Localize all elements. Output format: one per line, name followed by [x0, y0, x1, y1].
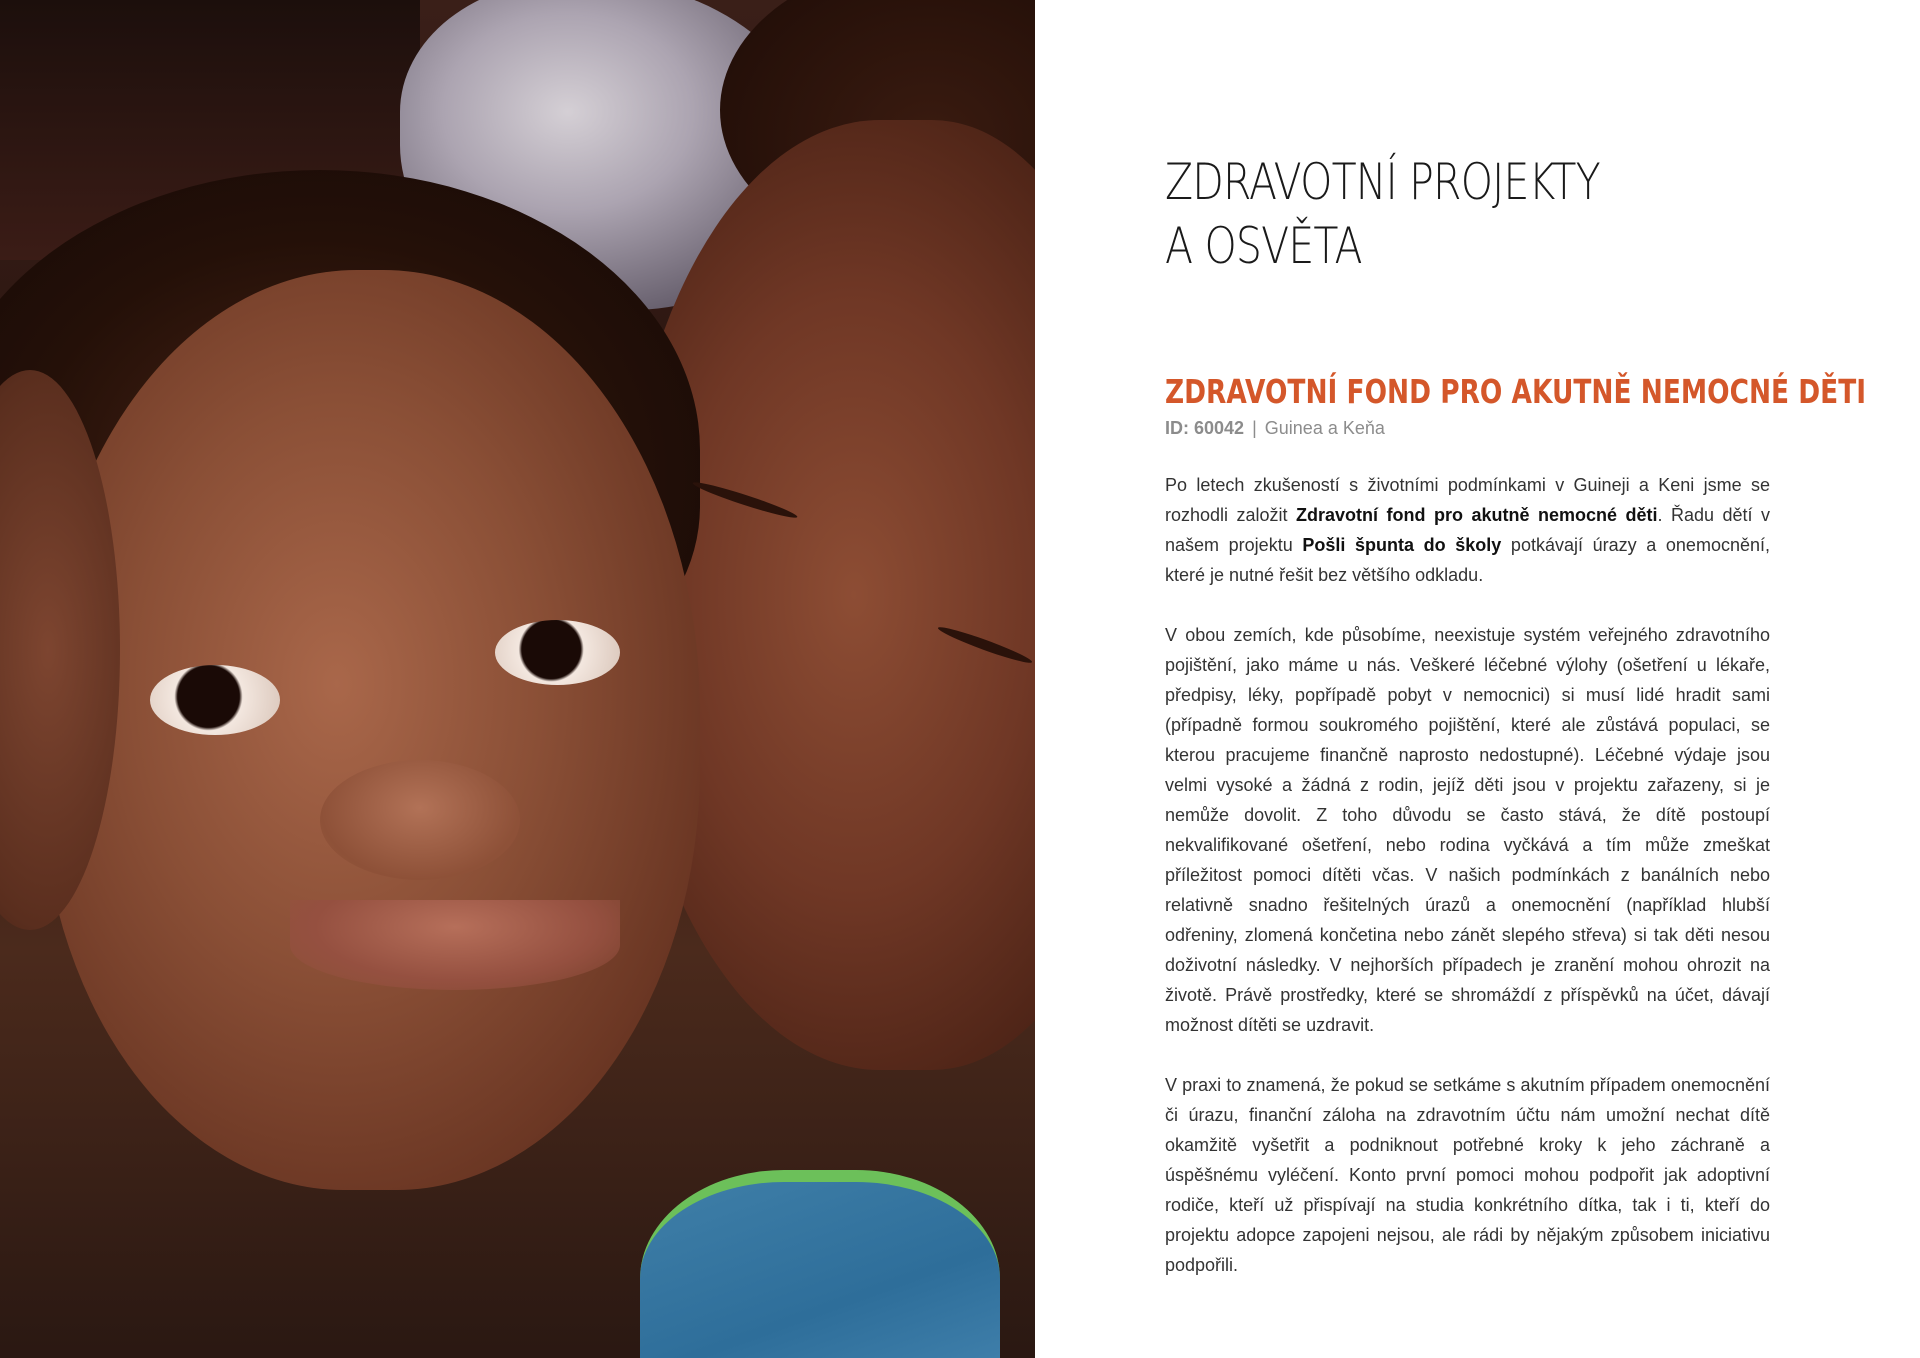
photo-eye-left [150, 665, 280, 735]
project-name-emphasis: Pošli špunta do školy [1302, 535, 1502, 555]
page-title-line-1: ZDRAVOTNÍ PROJEKTY [1165, 153, 1600, 211]
photo-blue-shirt [640, 1170, 1000, 1358]
body-text [1165, 470, 1770, 1310]
photo-eye-right [495, 620, 620, 685]
photo-nose [320, 760, 520, 880]
project-meta [1165, 418, 1385, 439]
photo-left-child-face [40, 270, 700, 1190]
page-title [1165, 150, 1600, 278]
meta-separator: | [1252, 418, 1257, 438]
page-title-line-2: A OSVĚTA [1165, 217, 1362, 275]
section-title: ZDRAVOTNÍ FOND PRO AKUTNĚ NEMOCNÉ DĚTI [1165, 372, 1867, 411]
project-id: ID: 60042 [1165, 418, 1245, 438]
fund-name-emphasis: Zdravotní fond pro akutně nemocné děti [1296, 505, 1658, 525]
paragraph-1-part-2: . Řadu dětí v našem projektu [1165, 505, 1770, 555]
paragraph-1-part-3: potkávají úrazy a onemocnění, které je nutné řešit bez většího odkladu. [1165, 535, 1770, 585]
paragraph-2: V obou zemích, kde působíme, neexistuje systém veřejného zdravotního pojištění, jako máme u nás. Veškeré léčebné výlohy (ošetření u lékaře, předpisy, léky, popřípadě pobyt v nemocnici) si musí lidé hradit sami (případně formou soukromého pojištění, které ale zůstává populaci, se kterou pracujeme finančně naprosto nedostupné). Léčebné výdaje jsou velmi vysoké a žádná z rodin, jejíž děti jsou v projektu zařazeny, si je nemůže dovolit. Z toho důvodu se často stává, že dítě postoupí nekvalifikované ošetření, nebo rodina vyčkává a tím může zmeškat příležitost pomoci dítěti včas. V našich podmínkách z banálních nebo relativně snadno řešitelných úrazů a onemocnění (například hlubší odřeniny, zlomená končetina nebo zánět slepého střeva) si tak děti nesou doživotní následky. V nejhorších případech je zranění mohou ohrozit na životě. Právě prostředky, které se shromáždí z příspěvků na účet, dávají možnost dítěti se uzdravit. [1165, 625, 1770, 1035]
paragraph-1-part-1: Po letech zkušeností s životními podmínkami v Guineji a Keni jsme se rozhodli založit [1165, 475, 1770, 525]
paragraph-3: V praxi to znamená, že pokud se setkáme s akutním případem onemocnění či úrazu, finanční záloha na zdravotním účtu nám umožní nechat dítě okamžitě vyšetřit a podniknout potřebné kroky k jeho záchraně a úspěšnému vyléčení. Konto první pomoci mohou podpořit jak adoptivní rodiče, kteří už přispívají na studia konkrétního dítka, tak i ti, kteří do projektu adopce zapojeni nejsou, ale rádi by nějakým způsobem iniciativu podpořili. [1165, 1075, 1770, 1275]
project-location: Guinea a Keňa [1264, 418, 1385, 438]
photo-smile [290, 900, 620, 990]
paragraph-1 [1165, 470, 1770, 590]
